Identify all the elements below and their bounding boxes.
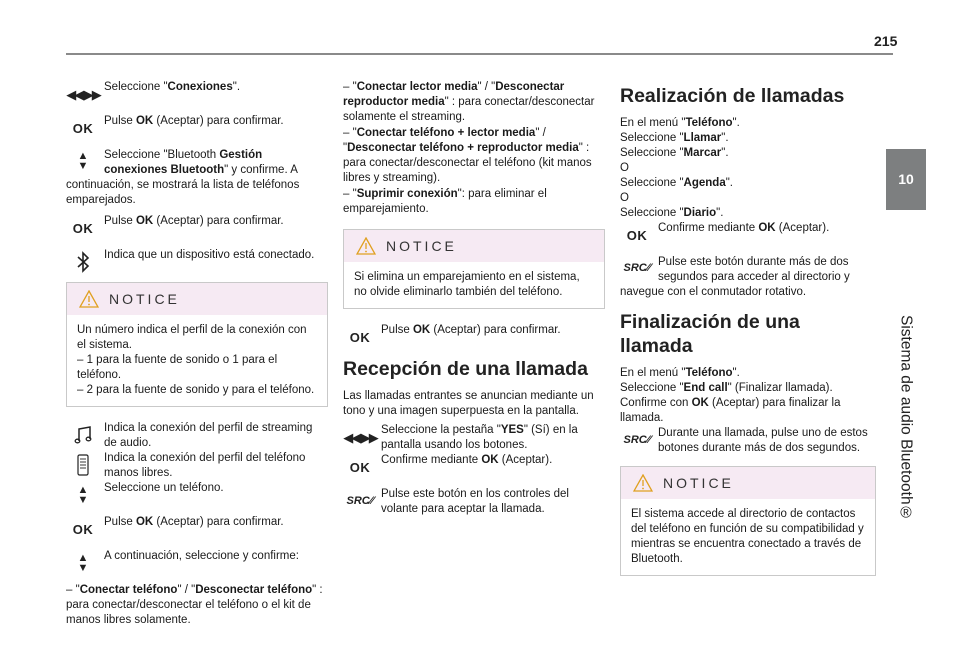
left-right-arrows-icon: ◀◀ ▶▶ <box>343 429 377 445</box>
step-text: Pulse OK (Aceptar) para confirmar. <box>104 516 284 528</box>
notice-text: Un número indica el perfil de la conexión con el sistema. <box>77 324 307 351</box>
menu-line: Confirme con OK (Aceptar) para finalizar la llamada. <box>620 397 841 424</box>
ok-icon: OK <box>349 329 371 345</box>
music-note-icon <box>66 424 100 446</box>
step-directory-button <box>620 255 876 300</box>
step-text: Seleccione un teléfono. <box>104 482 224 494</box>
page-number: 215 <box>874 33 898 49</box>
step-text: Confirme mediante OK (Aceptar). <box>658 222 830 234</box>
notice-body <box>67 315 327 406</box>
step-select-connections <box>66 80 328 108</box>
notice-text: Si elimina un emparejamiento en el sistema, no olvide eliminarlo también del teléfono. <box>354 271 580 298</box>
section-heading: Realización de llamadas <box>620 85 845 107</box>
step-text: Pulse este botón durante más de dos segundos para acceder al directorio y navegue con el conmutador rotativo. <box>620 256 850 298</box>
notice-text: – 1 para la fuente de sonido o 1 para el teléfono. <box>77 354 278 381</box>
menu-line: Seleccione "Marcar". <box>620 147 729 159</box>
menu-line: O <box>620 192 629 204</box>
chapter-title-box <box>882 216 930 620</box>
menu-line: Seleccione "Diario". <box>620 207 724 219</box>
src-phone-icon: SRC ⁄⁄ <box>623 261 651 274</box>
chapter-title: Sistema de audio Bluetooth® <box>897 314 915 522</box>
ok-icon: OK <box>72 220 94 236</box>
step-press-ok <box>343 323 605 351</box>
menu-line: Seleccione "Llamar". <box>620 132 729 144</box>
step-confirm-ok <box>343 453 605 481</box>
menu-line: Seleccione "End call" (Finalizar llamada). <box>620 382 833 394</box>
left-right-arrows-icon: ◀◀ ▶▶ <box>66 86 100 102</box>
step-press-ok <box>66 114 328 142</box>
notice-box <box>66 282 328 407</box>
step-confirm-ok <box>620 221 876 249</box>
notice-box <box>343 229 605 309</box>
notice-body <box>621 499 875 575</box>
notice-label: NOTICE <box>386 237 457 254</box>
step-device-connected <box>66 248 328 276</box>
ok-icon: OK <box>72 120 94 136</box>
step-text: Seleccione la pestaña "YES" (Sí) en la pantalla usando los botones. <box>381 424 578 451</box>
connection-options <box>343 80 605 217</box>
ok-icon: OK <box>72 521 94 537</box>
paragraph: Las llamadas entrantes se anuncian mediante un tono y una imagen superpuesta en la pantalla. <box>343 390 594 417</box>
src-phone-icon: SRC ⁄⁄ <box>623 433 651 446</box>
warning-triangle-icon <box>79 290 99 308</box>
step-text: A continuación, seleccione y confirme: <box>104 550 299 562</box>
step-text: Indica la conexión del perfil de streaming de audio. <box>104 422 313 449</box>
notice-header <box>621 467 875 499</box>
up-down-arrows-icon: ▲ ▼ <box>77 484 89 506</box>
step-text: Seleccione "Conexiones". <box>104 81 241 93</box>
phone-icon <box>66 454 100 476</box>
menu-line: Seleccione "Agenda". <box>620 177 733 189</box>
up-down-arrows-icon: ▲ ▼ <box>77 552 89 574</box>
step-text: Pulse este botón en los controles del volante para aceptar la llamada. <box>381 488 569 515</box>
chapter-tab <box>886 149 926 210</box>
step-text: Confirme mediante OK (Aceptar). <box>381 454 553 466</box>
step-text: Indica la conexión del perfil del teléfono manos libres. <box>104 452 306 479</box>
step-text: Pulse OK (Aceptar) para confirmar. <box>104 115 284 127</box>
step-text: Seleccione "Bluetooth Gestión conexiones Bluetooth" y confirme. A continuación, se mostrará la lista de teléfonos emparejados. <box>66 149 300 206</box>
ok-icon: OK <box>626 227 648 243</box>
step-text: Durante una llamada, pulse uno de estos botones durante más de dos segundos. <box>658 427 868 454</box>
section-heading: Finalización de una llamada <box>620 311 800 357</box>
step-text: Pulse OK (Aceptar) para confirmar. <box>381 324 561 336</box>
column-1 <box>66 80 328 628</box>
up-down-arrows-icon: ▲ ▼ <box>77 150 89 172</box>
step-end-call-button <box>620 426 876 456</box>
option-delete-connection: – "Suprimir conexión": para eliminar el emparejamiento. <box>343 188 547 215</box>
step-select-yes <box>343 423 605 453</box>
notice-header <box>344 230 604 262</box>
notice-label: NOTICE <box>109 290 180 307</box>
option-connect-media: – "Conectar lector media" / "Desconectar reproductor media" : para conectar/desconectar solamente el streaming. <box>343 81 595 123</box>
header-rule <box>66 53 893 55</box>
warning-triangle-icon <box>356 237 376 255</box>
src-phone-icon: SRC ⁄⁄ <box>346 494 374 507</box>
menu-line: O <box>620 162 629 174</box>
notice-box <box>620 466 876 576</box>
column-2 <box>343 80 605 523</box>
warning-triangle-icon <box>633 474 653 492</box>
step-select-manage-connections <box>66 148 328 208</box>
notice-header <box>67 283 327 315</box>
notice-text: – 2 para la fuente de sonido y para el teléfono. <box>77 384 315 396</box>
notice-text: El sistema accede al directorio de contactos del teléfono en función de su compatibilidad y mientras se encuentra conectado a través de Bluetooth. <box>631 508 864 565</box>
ok-icon: OK <box>349 459 371 475</box>
step-press-ok-3 <box>66 515 328 543</box>
step-select-confirm <box>66 549 328 577</box>
chapter-number: 10 <box>898 171 914 187</box>
menu-line: En el menú "Teléfono". <box>620 367 740 379</box>
bluetooth-icon <box>66 251 100 273</box>
menu-line: En el menú "Teléfono". <box>620 117 740 129</box>
column-3 <box>620 80 876 590</box>
step-steering-button <box>343 487 605 517</box>
step-text: Indica que un dispositivo está conectado. <box>104 249 315 261</box>
step-text: Pulse OK (Aceptar) para confirmar. <box>104 215 284 227</box>
step-press-ok-2 <box>66 214 328 242</box>
step-handsfree-phone <box>66 451 328 481</box>
notice-label: NOTICE <box>663 474 734 491</box>
step-select-phone <box>66 481 328 509</box>
option-connect-phone: – "Conectar teléfono" / "Desconectar teléfono" : para conectar/desconectar el teléfono o el kit de manos libres solamente. <box>66 584 323 626</box>
step-audio-streaming <box>66 421 328 451</box>
section-heading: Recepción de una llamada <box>343 358 588 380</box>
notice-body <box>344 262 604 308</box>
option-connect-phone-media: – "Conectar teléfono + lector media" / "Desconectar teléfono + reproductor media" : para conectar/desconectar el teléfono (kit manos libres y streaming). <box>343 127 592 184</box>
